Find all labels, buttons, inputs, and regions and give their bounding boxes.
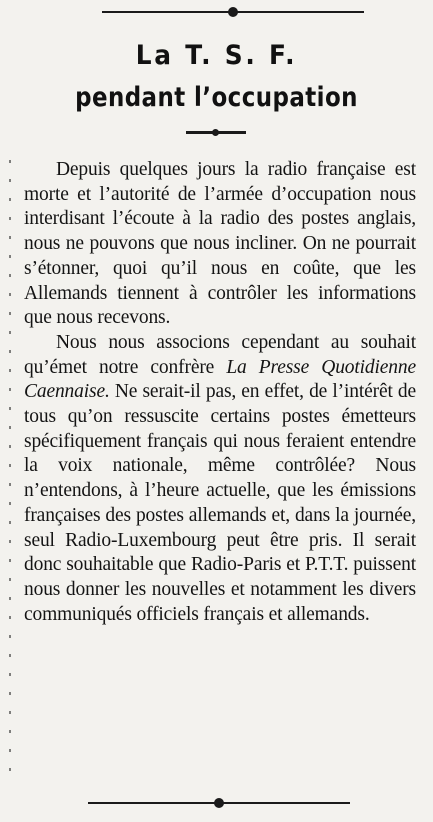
- headline-line-1: La T. S. F.: [135, 40, 298, 71]
- newspaper-name: La Presse Quotidienne Caennaise.: [24, 356, 417, 403]
- headline-line-2: pendant l’occupation: [75, 82, 358, 113]
- paragraph-2-after: Ne serait-il pas, en effet, de l’intérêt de tous qu’on ressuscite certains postes émetteurs spécifiquement français qui nous feraient entendre la voix nationale, même contrôlée? Nous n’entendons, à l’heure actuelle, que les émissions françaises des postes allemands et, dans la journée, seul Radio-Luxembourg peut être pris. Il serait donc souhaitable que Radio-Paris et P.T.T. puissent nous donner les nouvelles et notamment les divers communiqués officiels français et allemands.: [24, 381, 416, 625]
- rule-dot: [228, 7, 238, 17]
- paragraph-1: Depuis quelques jours la radio française est morte et l’autorité de l’armée d’occupation nous interdisant l’écoute à la radio des postes anglais, nous ne pouvons que nous incliner. On ne pourrait s’étonner, quoi qu’il nous en coûte, que les Allemands tiennent à contrôler les informations que nous recevons.: [24, 159, 416, 329]
- paragraph-2: [24, 331, 416, 627]
- title-separator-rule: [186, 131, 246, 134]
- top-ornamental-rule: [102, 6, 364, 18]
- rule-dot: [214, 798, 224, 808]
- paragraph-2-before: Nous nous associons cependant au souhait qu’émet notre confrère: [24, 331, 416, 378]
- article-body: [24, 158, 416, 627]
- column-margin-marks: [9, 160, 11, 780]
- bottom-ornamental-rule: [88, 797, 350, 809]
